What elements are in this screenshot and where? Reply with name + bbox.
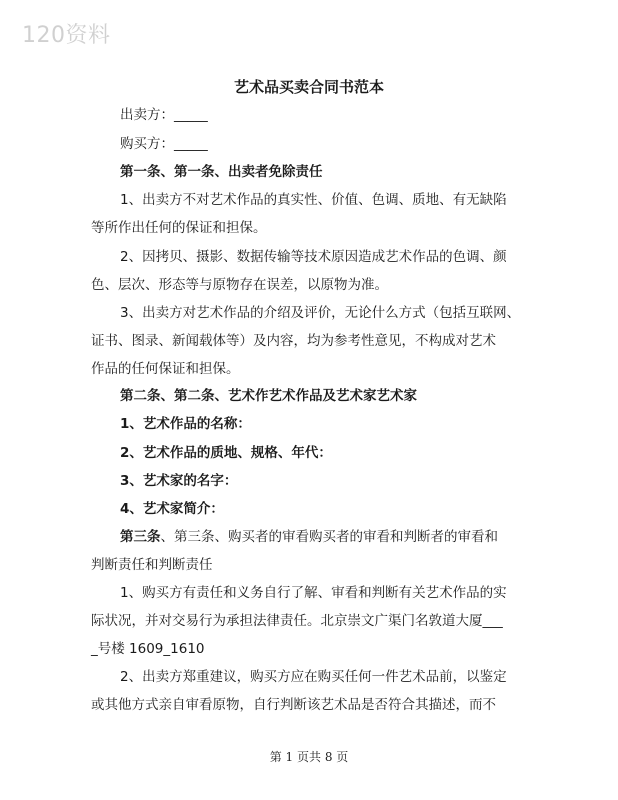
paragraph-line: 1、出卖方不对艺术作品的真实性、价值、色调、质地、有无缺陷 — [120, 192, 507, 208]
paragraph-line: 或其他方式亲自审看原物，自行判断该艺术品是否符合其描述，而不 — [91, 697, 496, 713]
paragraph-line: 1、购买方有责任和义务自行了解、审看和判断有关艺术作品的实 — [120, 585, 507, 601]
section-2-heading: 第二条、第二条、艺术作艺术作品及艺术家艺术家 — [120, 388, 417, 404]
paragraph-line: 作品的任何保证和担保。 — [91, 361, 240, 377]
section-3-heading — [120, 528, 498, 546]
list-item: 2、艺术作品的质地、规格、年代： — [120, 445, 332, 461]
section-3-label: 第三条 — [120, 529, 161, 545]
paragraph-line: 2、因拷贝、摄影、数据传输等技术原因造成艺术作品的色调、颜 — [120, 249, 507, 265]
page-footer: 第 1 页共 8 页 — [269, 750, 349, 764]
paragraph-line: 证书、图录、新闻载体等）及内容，均为参考性意见，不构成对艺术 — [91, 333, 496, 349]
section-3-heading-text: 、第三条、购买者的审看购买者的审看和判断者的审看和 — [160, 529, 498, 545]
seller-line: 出卖方：_____ — [120, 107, 208, 123]
paragraph-line: 等所作出任何的保证和担保。 — [91, 220, 267, 236]
list-item: 4、艺术家简介： — [120, 501, 224, 517]
watermark-logo: 120资料 — [22, 23, 111, 48]
paragraph-line: 际状况，并对交易行为承担法律责任。北京崇文广渠门名敦道大厦___ — [91, 613, 503, 629]
section-1-heading: 第一条、第一条、出卖者免除责任 — [120, 164, 323, 180]
paragraph-line: _号楼 1609_1610 — [91, 641, 205, 657]
paragraph-line: 2、出卖方郑重建议，购买方应在购买任何一件艺术品前，以鉴定 — [120, 669, 507, 685]
list-item: 1、艺术作品的名称： — [120, 416, 251, 432]
document-title: 艺术品买卖合同书范本 — [233, 78, 384, 96]
paragraph-line: 色、层次、形态等与原物存在误差，以原物为准。 — [91, 277, 388, 293]
list-item: 3、艺术家的名字： — [120, 473, 238, 489]
buyer-line: 购买方：_____ — [120, 136, 208, 152]
paragraph-line: 3、出卖方对艺术作品的介绍及评价，无论什么方式（包括互联网、 — [120, 305, 521, 321]
paragraph-line: 判断责任和判断责任 — [91, 557, 213, 573]
